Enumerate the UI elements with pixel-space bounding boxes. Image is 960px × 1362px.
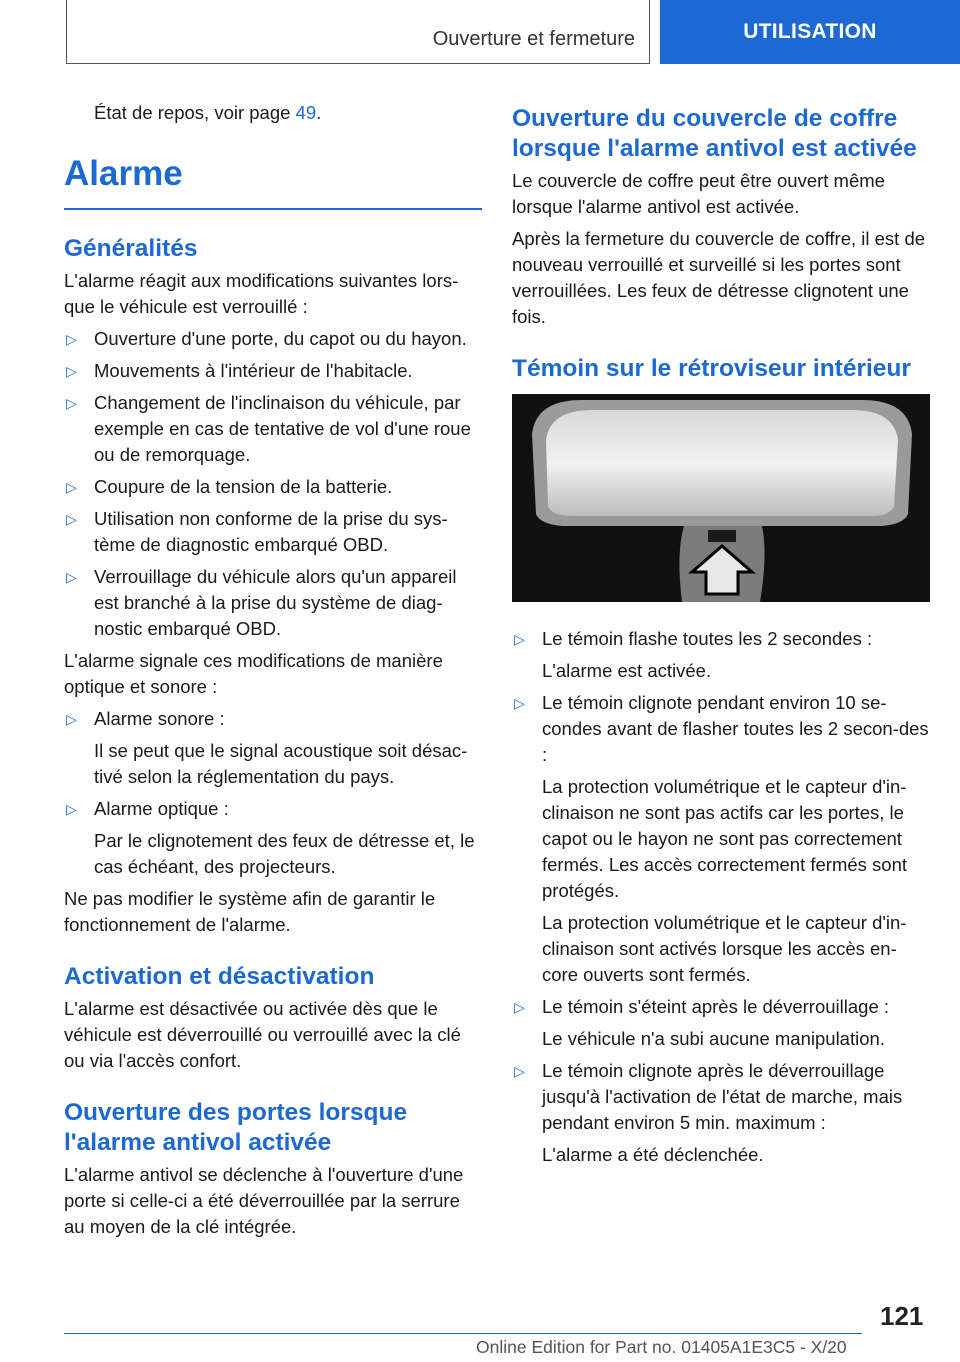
page-link[interactable]: 49 — [295, 102, 317, 123]
coffre-heading: Ouverture du couvercle de coffre lorsque l'alarme antivol est activée — [512, 105, 917, 162]
list-item: ▷ Mouvements à l'intérieur de l'habitacle. — [64, 358, 482, 384]
list-item: ▷ Changement de l'inclinaison du véhicule, par exemple en cas de tentative de vol d'une roue ou de remorquage. — [66, 392, 471, 465]
left-column — [64, 100, 482, 1246]
generalites-para-2: L'alarme signale ces modifications de manière optique et sonore : — [64, 650, 443, 697]
mirror-illustration — [512, 394, 930, 602]
intro-text: État de repos, voir page — [94, 102, 296, 123]
generalites-para-3: Ne pas modifier le système afin de garantir le fonctionnement de l'alarme. — [64, 888, 436, 935]
bullet-triangle-icon: ▷ — [66, 331, 77, 347]
footer-edition: Online Edition for Part no. 01405A1E3C5 - X/20 — [476, 1337, 847, 1357]
bullet-triangle-icon: ▷ — [66, 395, 77, 411]
bullet-triangle-icon: ▷ — [514, 1063, 525, 1079]
list-item: ▷ Alarme optique : Par le clignotement des feux de détresse et, le cas échéant, des projecteurs. — [66, 798, 475, 877]
chapter-tab[interactable] — [660, 0, 960, 64]
intro-paragraph — [64, 100, 482, 126]
intro-end: . — [316, 102, 322, 123]
chapter-label: UTILISATION — [743, 20, 877, 43]
chapter-heading: Alarme — [64, 154, 183, 193]
bullet-triangle-icon: ▷ — [66, 569, 77, 585]
temoin-heading: Témoin sur le rétroviseur intérieur — [512, 355, 911, 382]
footer-rule — [64, 1333, 862, 1334]
ouverture-portes-heading: Ouverture des portes lorsque l'alarme antivol activée — [64, 1099, 408, 1156]
header-frame — [66, 0, 650, 64]
generalites-list — [64, 326, 482, 642]
temoin-list — [512, 626, 930, 1168]
bullet-triangle-icon: ▷ — [66, 511, 77, 527]
coffre-para-1: Le couvercle de coffre peut être ouvert même lorsque l'alarme antivol est activée. — [512, 170, 885, 217]
activation-heading: Activation et désactivation — [64, 963, 375, 990]
bullet-triangle-icon: ▷ — [514, 695, 525, 711]
bullet-triangle-icon: ▷ — [514, 631, 525, 647]
alarm-type-list — [64, 706, 482, 880]
bullet-triangle-icon: ▷ — [66, 711, 77, 727]
coffre-para-2: Après la fermeture du couvercle de coffre, il est de nouveau verrouillé et surveillé si les portes sont verrouillées. Les feux de détresse clignotent une fois. — [512, 228, 926, 327]
list-item: ▷ Le témoin flashe toutes les 2 secondes : L'alarme est activée. — [514, 628, 873, 681]
list-item: ▷ Le témoin s'éteint après le déverrouillage : Le véhicule n'a subi aucune manipulation. — [514, 996, 890, 1049]
heading-rule — [64, 208, 482, 210]
page-number: 121 — [880, 1301, 924, 1331]
list-item: ▷ Coupure de la tension de la batterie. — [64, 474, 482, 500]
generalites-para-1: L'alarme réagit aux modifications suivantes lors-que le véhicule est verrouillé : — [64, 270, 459, 317]
bullet-triangle-icon: ▷ — [66, 479, 77, 495]
list-item: ▷ Le témoin clignote pendant environ 10 se-condes avant de flasher toutes les 2 secon-des : La protection volumétrique et le capteur d'in-clinaison ne sont pas actifs car les portes, le capot ou le hayon ne sont pas correctement fermés. Les accès correctement fermés sont protégés. La protection volumétrique et le capteur d'in-clinaison sont activés lorsque les accès en-core ouverts sont fermés. — [514, 692, 929, 985]
bullet-triangle-icon: ▷ — [66, 363, 77, 379]
list-item: ▷ Verrouillage du véhicule alors qu'un appareil est branché à la prise du système de diag-nostic embarqué OBD. — [66, 566, 457, 639]
list-item: ▷ Alarme sonore : Il se peut que le signal acoustique soit désac-tivé selon la réglementation du pays. — [66, 708, 468, 787]
activation-para: L'alarme est désactivée ou activée dès que le véhicule est déverrouillé ou verrouillé avec la clé ou via l'accès confort. — [64, 998, 461, 1071]
bullet-triangle-icon: ▷ — [514, 999, 525, 1015]
right-column — [512, 104, 930, 1174]
list-item: ▷ Ouverture d'une porte, du capot ou du hayon. — [64, 326, 482, 352]
bullet-triangle-icon: ▷ — [66, 801, 77, 817]
rearview-mirror-photo — [512, 394, 930, 602]
list-item: ▷ Utilisation non conforme de la prise du sys-tème de diagnostic embarqué OBD. — [66, 508, 448, 555]
list-item: ▷ Le témoin clignote après le déverrouillage jusqu'à l'activation de l'état de marche, mais pendant environ 5 min. maximum : L'alarme a été déclenchée. — [514, 1060, 903, 1165]
generalites-heading: Généralités — [64, 235, 198, 262]
section-title: Ouverture et fermeture — [432, 28, 635, 50]
ouverture-portes-para: L'alarme antivol se déclenche à l'ouverture d'une porte si celle-ci a été déverrouillée par la serrure au moyen de la clé intégrée. — [64, 1164, 464, 1237]
